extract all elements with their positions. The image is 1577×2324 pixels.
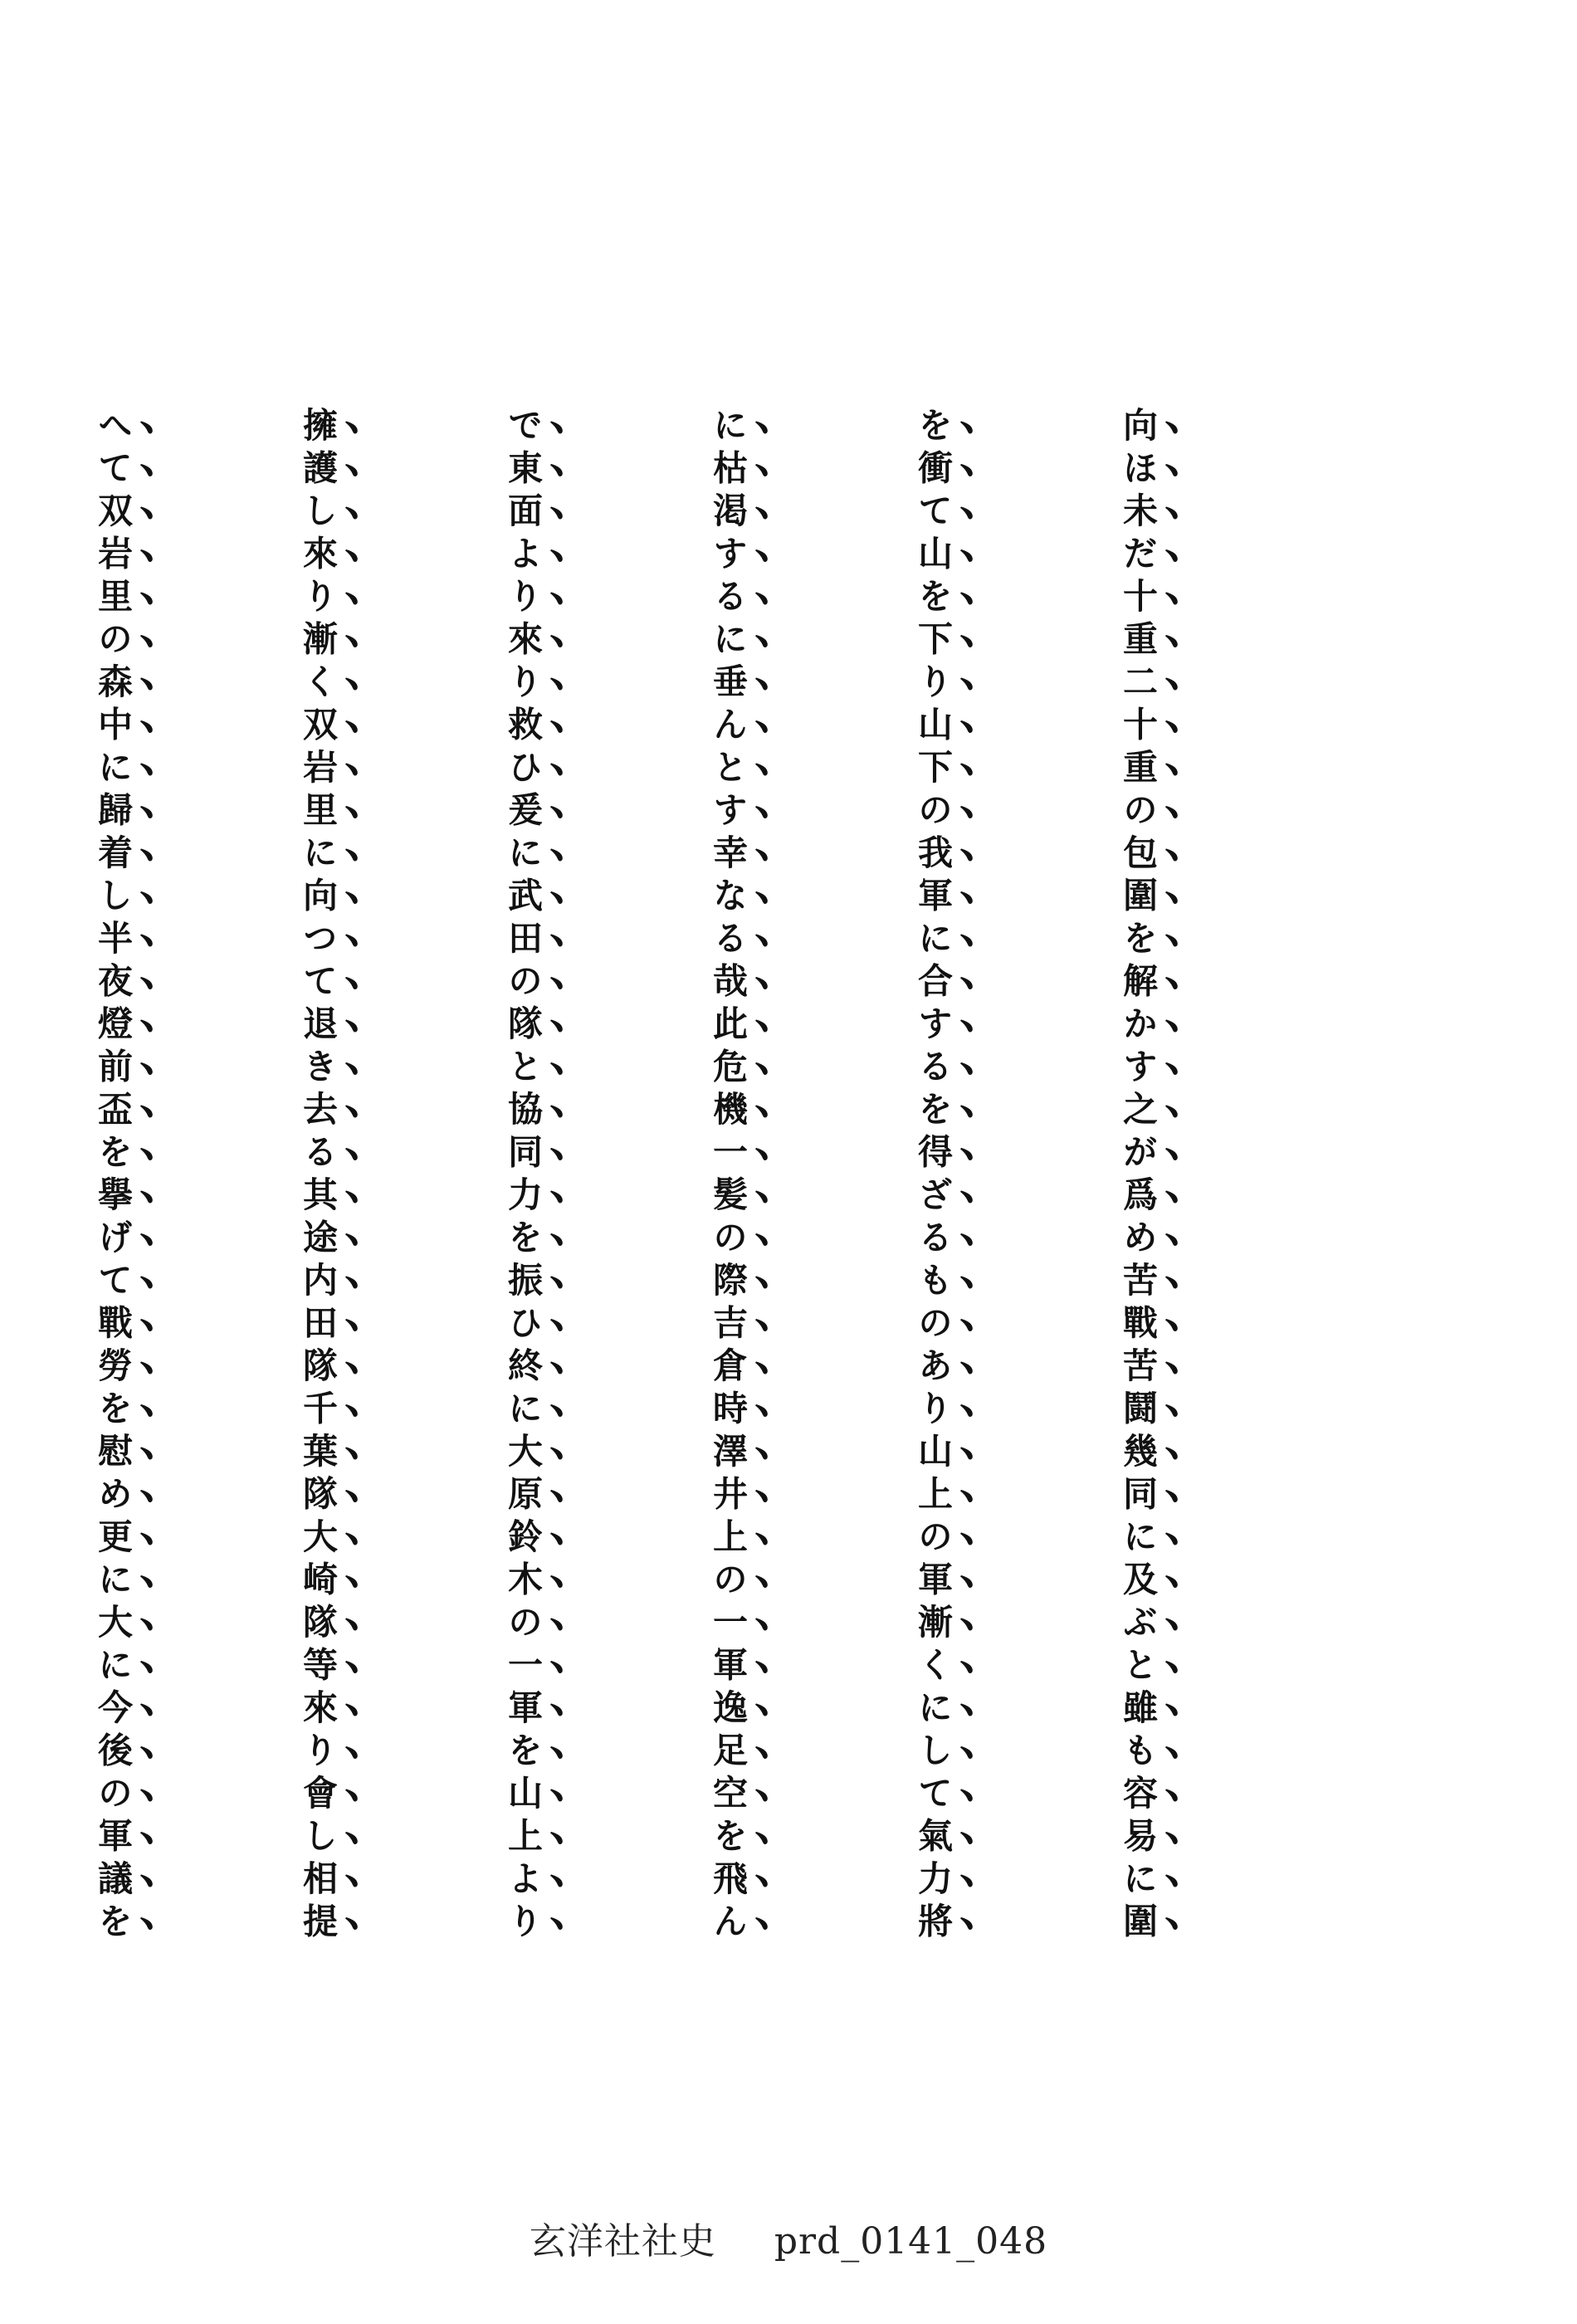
page-footer <box>0 2211 1577 2264</box>
text-column-5: 擁護し來り漸く双岩里に向つて退き去る其途内田隊千葉隊大崎隊等來り會し相提 <box>298 407 339 1946</box>
footer-title: 玄洋社社史 <box>529 2220 716 2263</box>
text-column-6: へて双岩里の森中に歸着し半夜燈前盃を擧げて戰勞を慰め更に大に今後の軍議を <box>93 407 134 1946</box>
footer-page-id: prd_0141_048 <box>774 2220 1048 2263</box>
vertical-text-block <box>0 407 1311 1950</box>
text-column-3: に枯渇するに垂んとす幸なる哉此危機一髪の際吉倉時澤井上の一軍逸足空を飛ん <box>708 407 749 1946</box>
text-column-1: 向ほ未だ十重二十重の包圍を解かす之が爲め苦戰苦鬪幾同に及ぶと雖も容易に圍 <box>1118 407 1159 1946</box>
text-column-2: を衝て山を下り山下の我軍に合するを得ざるものあり山上の軍漸くにして氣力將 <box>913 407 954 1946</box>
text-column-4: で東面より來り救ひ爰に武田の隊と協同力を振ひ終に大原鈴木の一軍を山上より <box>503 407 544 1946</box>
